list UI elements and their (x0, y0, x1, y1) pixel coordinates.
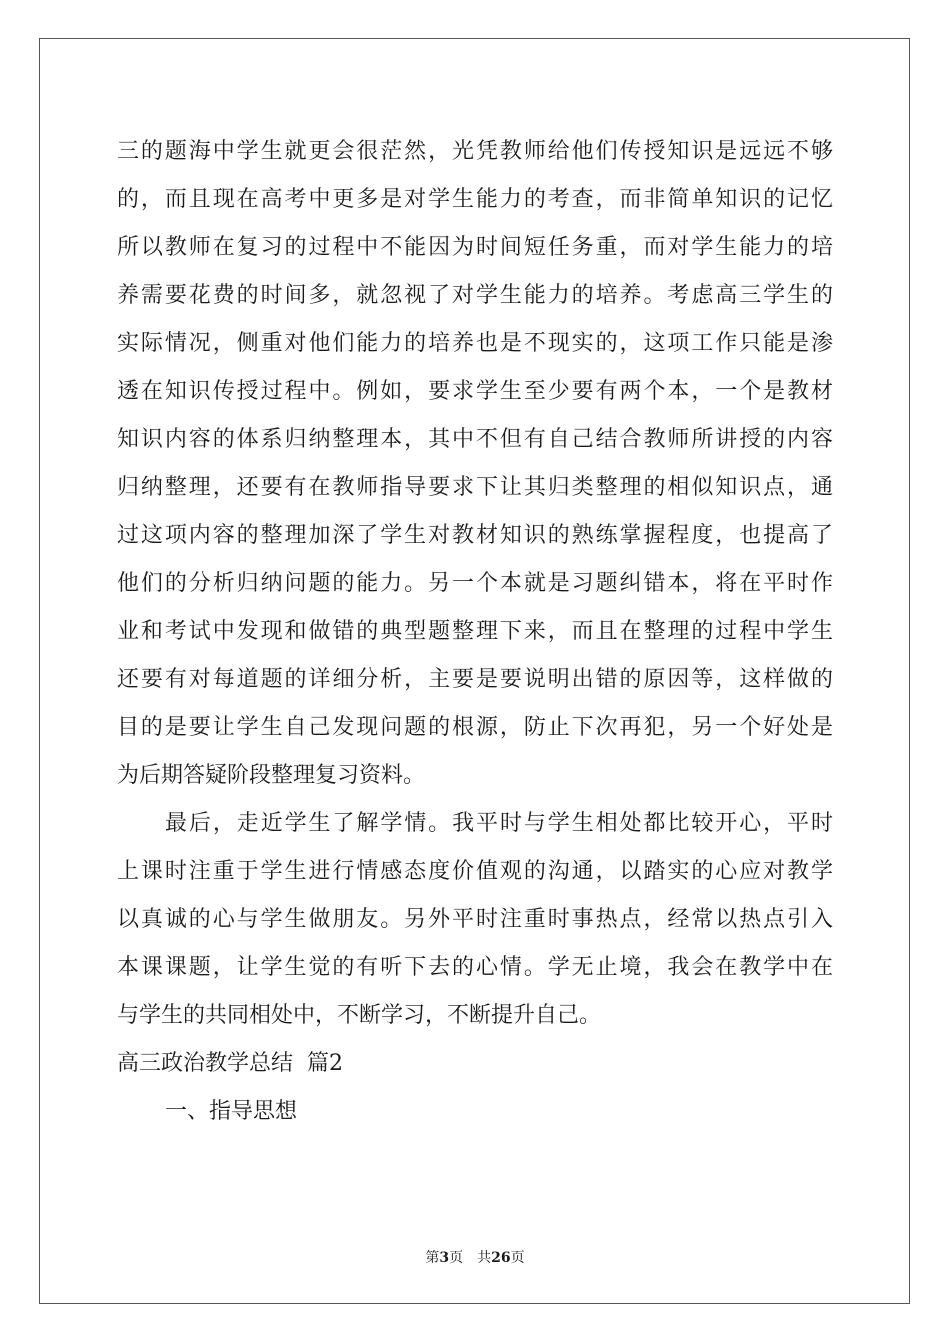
paragraph-continued (117, 128, 833, 800)
text-line: 归纳整理，还要有在教师指导要求下让其归类整理的相似知识点，通 (117, 475, 833, 500)
total-pages: 26 (491, 1250, 511, 1266)
paragraph-conclusion (117, 800, 833, 1040)
text-line: 他们的分析归纳问题的能力。另一个本就是习题纠错本，将在平时作 (117, 571, 833, 596)
text-line: 知识内容的体系归纳整理本，其中不但有自己结合教师所讲授的内容 (117, 427, 833, 452)
text-line: 与学生的共同相处中，不断学习，不断提升自己。 (117, 1003, 602, 1028)
subsection-title: 一、指导思想 (165, 1099, 298, 1124)
text-line: 透在知识传授过程中。例如，要求学生至少要有两个本，一个是教材 (117, 379, 833, 404)
text-line: 过这项内容的整理加深了学生对教材知识的熟练掌握程度，也提高了 (117, 523, 833, 548)
page-label-suffix: 页 (449, 1250, 464, 1266)
text-line: 所以教师在复习的过程中不能因为时间短任务重，而对学生能力的培 (117, 235, 833, 260)
text-line: 业和考试中发现和做错的典型题整理下来，而且在整理的过程中学生 (117, 619, 833, 644)
text-line: 为后期答疑阶段整理复习资料。 (117, 763, 426, 788)
page-label-prefix: 第 (425, 1250, 440, 1266)
section-title: 高三政治教学总结 篇2 (117, 1051, 343, 1076)
total-label-suffix: 页 (510, 1250, 525, 1266)
text-line: 的，而且现在高考中更多是对学生能力的考查，而非简单知识的记忆 (117, 187, 833, 212)
text-line: 目的是要让学生自己发现问题的根源，防止下次再犯，另一个好处是 (117, 715, 833, 740)
text-line: 养需要花费的时间多，就忽视了对学生能力的培养。考虑高三学生的 (117, 283, 833, 308)
text-line: 以真诚的心与学生做朋友。另外平时注重时事热点，经常以热点引入 (117, 907, 833, 932)
text-line: 最后，走近学生了解学情。我平时与学生相处都比较开心，平时 (165, 811, 833, 836)
text-line: 实际情况，侧重对他们能力的培养也是不现实的，这项工作只能是渗 (117, 331, 833, 356)
text-line: 还要有对每道题的详细分析，主要是要说明出错的原因等，这样做的 (117, 667, 833, 692)
page-footer (0, 1248, 950, 1268)
total-label-prefix: 共 (477, 1250, 492, 1266)
document-body (117, 128, 833, 1136)
text-line: 上课时注重于学生进行情感态度价值观的沟通，以踏实的心应对教学 (117, 859, 833, 884)
text-line: 本课课题，让学生觉的有听下去的心情。学无止境，我会在教学中在 (117, 955, 833, 980)
page-number: 3 (439, 1250, 450, 1266)
text-line: 三的题海中学生就更会很茫然，光凭教师给他们传授知识是远远不够 (117, 139, 833, 164)
